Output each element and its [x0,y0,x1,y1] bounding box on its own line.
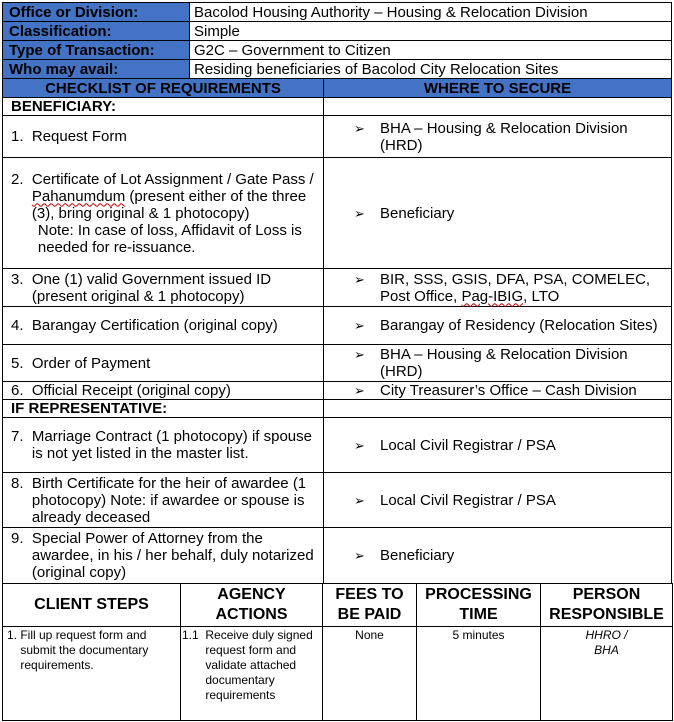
agency-actions-header: AGENCY ACTIONS [181,584,323,627]
info-label: Who may avail: [3,60,190,79]
requirement-text: Barangay Certification (original copy) [31,317,278,334]
requirement-text: Birth Certificate for the heir of awardee (1 photocopy) Note: if awardee or spouse is already deceased [31,474,307,526]
agency-action-text: Receive duly signed request form and validate attached documentary requirements [205,628,313,702]
section-empty-cell [324,400,672,418]
requirement-cell [3,528,324,584]
requirement-text: Marriage Contract (1 photocopy) if spouse is not yet listed in the master list. [31,428,312,462]
requirement-number: 7. [11,428,32,445]
section-row [3,98,672,116]
requirement-cell [3,307,324,345]
where-text: BHA – Housing & Relocation Division (HRD) [380,119,628,154]
section-empty-cell [324,98,672,116]
where-cell [324,528,672,584]
person-responsible-header: PERSON RESPONSIBLE [541,584,673,627]
arrow-bullet-icon: ➢ [354,120,365,136]
requirement-text: One (1) valid Government issued ID (present original & 1 photocopy) [31,270,272,305]
requirement-text-part: Certificate of Lot Assignment / Gate Pass / [31,170,314,188]
requirement-row [3,307,672,345]
where-text [380,271,665,305]
section-row [3,400,672,418]
info-row-who-may-avail [3,60,672,79]
service-info-table [2,2,672,79]
info-label: Classification: [3,22,190,41]
info-row-office [3,3,672,22]
where-cell [324,307,672,345]
where-cell [324,418,672,473]
person-responsible-line: HHRO / [585,628,628,642]
processing-time-cell: 5 minutes [417,627,541,721]
requirement-row [3,158,672,269]
fees-header: FEES TO BE PAID [323,584,417,627]
client-steps-header: CLIENT STEPS [3,584,181,627]
requirement-text: Order of Payment [31,354,151,372]
arrow-bullet-icon: ➢ [354,318,365,333]
requirement-text: Special Power of Attorney from the awardee, in his / her behalf, duly notarized (original copy) [31,530,314,581]
requirement-text-part: (3), bring original & 1 photocopy) [31,204,250,222]
requirement-number: 2. [11,170,32,188]
arrow-bullet-icon: ➢ [354,347,365,362]
client-steps-table [2,583,673,721]
where-cell [324,473,672,528]
requirement-number: 3. [11,270,32,288]
requirement-number: 4. [11,317,32,334]
requirement-row [3,116,672,158]
where-cell [324,116,672,158]
requirement-row [3,345,672,382]
client-step-text: Fill up request form and submit the documentary requirements. [20,628,149,672]
client-step-cell [3,627,181,721]
where-text: Local Civil Registrar / PSA [380,491,556,509]
where-text-part: BIR, SSS, GSIS, DFA, PSA, COMELEC, Post Office, [380,270,651,305]
agency-action-cell [181,627,323,721]
requirement-text-part: (present either of the three [125,187,307,205]
where-text: Beneficiary [380,547,455,564]
requirement-number: 5. [11,354,32,372]
where-text: BHA – Housing & Relocation Division (HRD) [380,346,628,380]
requirements-table [2,78,672,584]
arrow-bullet-icon: ➢ [354,383,365,398]
requirements-header [3,79,672,98]
where-to-secure-header: WHERE TO SECURE [324,79,672,98]
arrow-bullet-icon: ➢ [354,492,365,508]
where-text-part: , LTO [523,287,560,305]
requirement-cell [3,473,324,528]
requirement-number: 9. [11,530,32,547]
step-number: 1. [7,628,21,642]
arrow-bullet-icon: ➢ [354,271,365,287]
info-value: Simple [190,22,672,41]
where-text: City Treasurer’s Office – Cash Division [380,382,637,399]
spellcheck-word: Pag-IBIG [461,287,524,305]
where-cell [324,158,672,269]
requirement-number: 6. [11,382,32,399]
requirement-row [3,418,672,473]
info-value: G2C – Government to Citizen [190,41,672,60]
arrow-bullet-icon: ➢ [354,205,365,221]
processing-time-header: PROCESSING TIME [417,584,541,627]
info-value: Bacolod Housing Authority – Housing & Relocation Division [190,3,672,22]
where-cell [324,345,672,382]
requirement-text: Request Form [31,128,127,145]
where-text: Barangay of Residency (Relocation Sites) [380,317,658,334]
action-number: 1.1 [182,628,206,642]
section-representative-label: IF REPRESENTATIVE: [3,400,324,418]
requirement-note: Note: In case of loss, Affidavit of Loss is needed for re-issuance. [37,221,302,256]
info-row-transaction [3,41,672,60]
info-value: Residing beneficiaries of Bacolod City Relocation Sites [190,60,672,79]
spellcheck-word: Pahanumdum [31,187,126,205]
requirement-cell [3,158,324,269]
where-cell [324,382,672,400]
requirement-row [3,528,672,584]
person-responsible-cell [541,627,673,721]
step-row [3,627,673,721]
requirement-cell [3,269,324,307]
requirement-cell [3,418,324,473]
requirement-cell [3,382,324,400]
person-responsible-line: BHA [594,643,619,657]
info-label: Office or Division: [3,3,190,22]
requirement-cell [3,116,324,158]
arrow-bullet-icon: ➢ [354,437,365,453]
steps-header [3,584,673,627]
info-row-classification [3,22,672,41]
requirement-text: Official Receipt (original copy) [31,382,231,399]
requirement-cell [3,345,324,382]
requirement-row [3,382,672,400]
section-beneficiary-label: BENEFICIARY: [3,98,324,116]
requirement-text [32,171,317,256]
requirement-row [3,269,672,307]
where-text: Local Civil Registrar / PSA [380,436,556,454]
fees-cell: None [323,627,417,721]
checklist-header: CHECKLIST OF REQUIREMENTS [3,79,324,98]
requirement-row [3,473,672,528]
requirement-number: 8. [11,474,32,492]
where-text: Beneficiary [380,204,455,222]
arrow-bullet-icon: ➢ [354,548,365,563]
requirement-number: 1. [11,128,32,145]
info-label: Type of Transaction: [3,41,190,60]
where-cell [324,269,672,307]
